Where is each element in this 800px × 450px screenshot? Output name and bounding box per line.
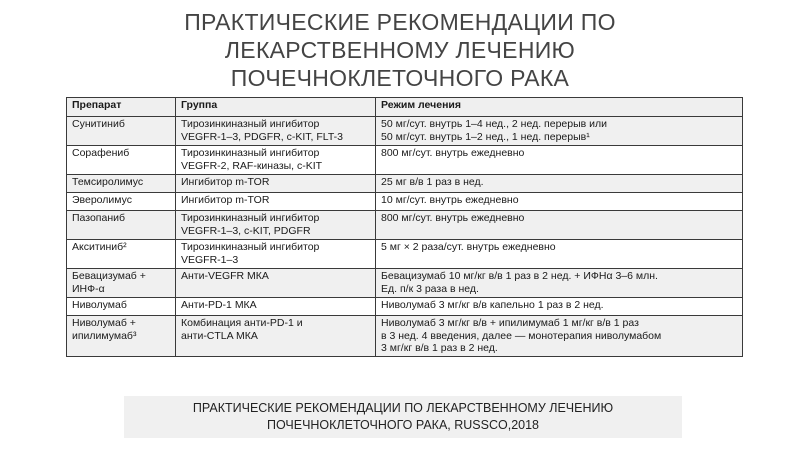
- regimen-cell-line: 10 мг/сут. внутрь ежедневно: [381, 194, 519, 206]
- regimen-cell-line: 25 мг в/в 1 раз в нед.: [381, 176, 484, 188]
- regimen-cell: [376, 269, 743, 298]
- drug-cell: [67, 193, 176, 211]
- drug-cell: [67, 175, 176, 193]
- group-cell: [176, 316, 376, 357]
- drug-cell-line: Ниволумаб +: [72, 317, 136, 329]
- drug-cell-line: Акситиниб²: [72, 241, 127, 253]
- group-cell: [176, 175, 376, 193]
- header-regimen: Режим лечения: [376, 98, 743, 117]
- group-cell-line: Комбинация анти-PD-1 и: [181, 317, 303, 329]
- drug-cell-line: Сорафениб: [72, 147, 130, 159]
- regimen-cell-line: Ниволумаб 3 мг/кг в/в капельно 1 раз в 2 нед.: [381, 299, 604, 311]
- caption-line: ПОЧЕЧНОКЛЕТОЧНОГО РАКА, RUSSCO,2018: [266, 418, 540, 432]
- drug-cell: [67, 211, 176, 240]
- source-caption: [124, 396, 682, 438]
- drug-cell-line: Сунитиниб: [72, 118, 125, 130]
- table-row: [67, 175, 743, 193]
- regimen-cell-line: Ниволумаб 3 мг/кг в/в + ипилимумаб 1 мг/кг в/в 1 раз: [381, 317, 639, 329]
- drug-cell: [67, 240, 176, 269]
- header-drug: Препарат: [67, 98, 176, 117]
- group-cell-line: Ингибитор m-TOR: [181, 176, 270, 188]
- regimen-cell-line: Бевацизумаб 10 мг/кг в/в 1 раз в 2 нед. + ИФНα 3–6 млн.: [381, 270, 658, 282]
- drug-cell: [67, 117, 176, 146]
- slide-title-line: ПОЧЕЧНОКЛЕТОЧНОГО РАКА: [230, 65, 570, 91]
- group-cell-line: Тирозинкиназный ингибитор: [181, 241, 320, 253]
- group-cell: [176, 298, 376, 316]
- regimen-cell: [376, 193, 743, 211]
- regimen-cell-line: Ед. п/к 3 раза в нед.: [381, 282, 479, 295]
- slide-title-line: ПРАКТИЧЕСКИЕ РЕКОМЕНДАЦИИ ПО: [184, 9, 616, 35]
- table-row: [67, 316, 743, 357]
- table-row: [67, 240, 743, 269]
- regimen-cell: [376, 316, 743, 357]
- caption-line: ПРАКТИЧЕСКИЕ РЕКОМЕНДАЦИИ ПО ЛЕКАРСТВЕННОМУ ЛЕЧЕНИЮ: [192, 401, 614, 415]
- regimen-cell: [376, 298, 743, 316]
- table-row: [67, 269, 743, 298]
- recommendations-table: [66, 97, 743, 357]
- group-cell-line: VEGFR-1–3, PDGFR, c-KIT, FLT-3: [181, 130, 344, 143]
- drug-cell-line: ипилимумаб³: [72, 329, 137, 342]
- drug-cell-line: Ниволумаб: [72, 299, 127, 311]
- group-cell-line: Тирозинкиназный ингибитор: [181, 212, 320, 224]
- group-cell-line: Анти-VEGFR МКА: [181, 270, 269, 282]
- group-cell: [176, 211, 376, 240]
- recommendations-table-container: [66, 97, 742, 357]
- regimen-cell: [376, 240, 743, 269]
- drug-cell-line: Эверолимус: [72, 194, 133, 206]
- group-cell: [176, 269, 376, 298]
- regimen-cell: [376, 146, 743, 175]
- regimen-cell: [376, 175, 743, 193]
- group-cell: [176, 240, 376, 269]
- slide-title: [80, 8, 720, 92]
- table-row: [67, 298, 743, 316]
- table-row: [67, 193, 743, 211]
- regimen-cell-line: 800 мг/сут. внутрь ежедневно: [381, 147, 525, 159]
- table-row: [67, 211, 743, 240]
- regimen-cell: [376, 117, 743, 146]
- table-row: [67, 146, 743, 175]
- drug-cell-line: Темсиролимус: [72, 176, 144, 188]
- group-cell: [176, 117, 376, 146]
- regimen-cell-line: 800 мг/сут. внутрь ежедневно: [381, 212, 525, 224]
- group-cell-line: Тирозинкиназный ингибитор: [181, 147, 320, 159]
- regimen-cell-line: 50 мг/сут. внутрь 1–4 нед., 2 нед. перерыв или: [381, 118, 607, 130]
- regimen-cell: [376, 211, 743, 240]
- header-group: Группа: [176, 98, 376, 117]
- group-cell-line: Анти-PD-1 МКА: [181, 299, 257, 311]
- group-cell: [176, 146, 376, 175]
- table-header-row: [67, 98, 743, 117]
- regimen-cell-line: 3 мг/кг в/в 1 раз в 2 нед.: [381, 342, 498, 354]
- regimen-cell-line: 5 мг × 2 раза/сут. внутрь ежедневно: [381, 241, 556, 253]
- regimen-cell-line: в 3 нед. 4 введения, далее — монотерапия ниволумабом: [381, 329, 662, 342]
- table-row: [67, 117, 743, 146]
- drug-cell: [67, 316, 176, 357]
- group-cell-line: Ингибитор m-TOR: [181, 194, 270, 206]
- drug-cell-line: Бевацизумаб +: [72, 270, 146, 282]
- drug-cell: [67, 298, 176, 316]
- drug-cell: [67, 146, 176, 175]
- regimen-cell-line: 50 мг/сут. внутрь 1–2 нед., 1 нед. перерыв¹: [381, 130, 590, 143]
- group-cell: [176, 193, 376, 211]
- slide-title-line: ЛЕКАРСТВЕННОМУ ЛЕЧЕНИЮ: [224, 37, 576, 63]
- drug-cell: [67, 269, 176, 298]
- group-cell-line: анти-CTLA МКА: [181, 329, 258, 342]
- drug-cell-line: Пазопаниб: [72, 212, 126, 224]
- drug-cell-line: ИНФ-α: [72, 282, 105, 295]
- table-body: [67, 117, 743, 357]
- group-cell-line: VEGFR-1–3: [181, 253, 239, 266]
- group-cell-line: VEGFR-1–3, c-KIT, PDGFR: [181, 224, 311, 237]
- group-cell-line: Тирозинкиназный ингибитор: [181, 118, 320, 130]
- group-cell-line: VEGFR-2, RAF-киназы, c-KIT: [181, 159, 323, 172]
